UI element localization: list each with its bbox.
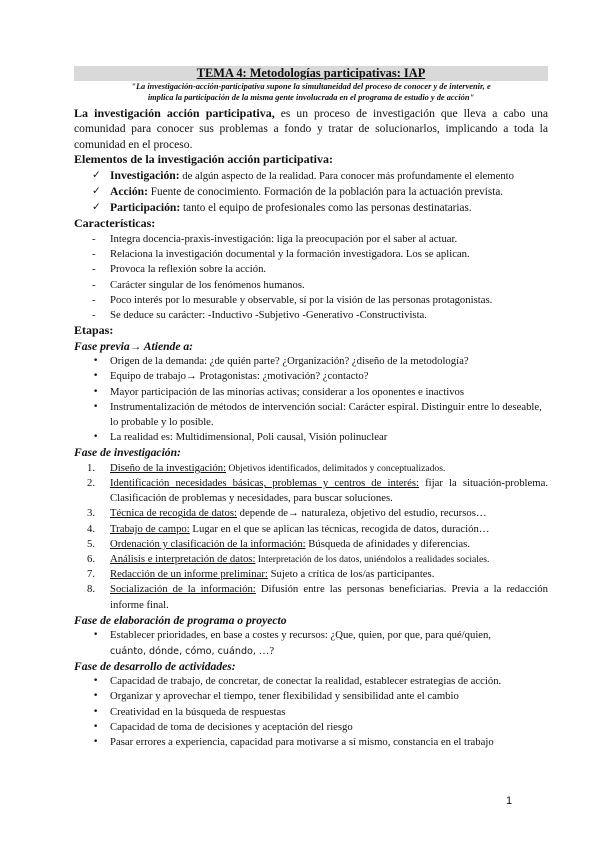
dash-marker: - bbox=[92, 263, 96, 276]
item-text: Equipo de trabajo→ Protagonistas: ¿motivación? ¿contacto? bbox=[110, 370, 369, 383]
list-item bbox=[74, 385, 548, 400]
item-text: Lugar en el que se aplican las técnicas, recogida de datos, duración… bbox=[189, 522, 490, 535]
item-text: Fuente de conocimiento. Formación de la población para la actuación prevista. bbox=[148, 186, 504, 199]
list-item bbox=[74, 567, 548, 582]
item-text-end: …? bbox=[255, 644, 275, 657]
item-term: Técnica de recogida de datos: bbox=[110, 507, 237, 520]
bullet-icon: • bbox=[93, 401, 99, 412]
item-number: 4. bbox=[87, 522, 96, 535]
item-term: Acción: bbox=[110, 185, 148, 199]
subheading-fase-investigacion: Fase de investigación: bbox=[74, 446, 181, 460]
elementos-list bbox=[74, 168, 548, 217]
list-item bbox=[74, 369, 548, 384]
bullet-icon: • bbox=[93, 630, 99, 641]
fase-elaboracion-list bbox=[74, 628, 548, 658]
item-term: Redacción de un informe preliminar: bbox=[110, 568, 268, 581]
bullet-icon: • bbox=[93, 721, 99, 732]
item-text: Se deduce su carácter: -Inductivo -Subjetivo -Generativo -Constructivista. bbox=[110, 309, 427, 322]
list-item bbox=[74, 400, 548, 430]
dash-marker: - bbox=[92, 248, 96, 261]
item-term: Diseño de la investigación: bbox=[110, 461, 227, 474]
bullet-icon: • bbox=[93, 706, 99, 717]
check-icon: ✓ bbox=[92, 201, 101, 214]
fase-previa-list bbox=[74, 354, 548, 445]
subheading-fase-desarrollo: Fase de desarrollo de actividades: bbox=[74, 659, 236, 673]
item-text: Organizar y aprovechar el tiempo, tener flexibilidad y sensibilidad ante el cambio bbox=[110, 690, 459, 703]
dash-marker: - bbox=[92, 309, 96, 322]
page-number: 1 bbox=[506, 795, 513, 807]
item-text: Carácter singular de los fenómenos humanos. bbox=[110, 278, 305, 291]
bullet-icon: • bbox=[93, 676, 99, 687]
item-text: Poco interés por lo mesurable y observable, sí por la visión de las personas protagonistas. bbox=[110, 293, 493, 306]
item-text: Provoca la reflexión sobre la acción. bbox=[110, 263, 267, 276]
item-term: Participación: bbox=[110, 201, 181, 215]
item-number: 8. bbox=[87, 583, 96, 596]
fase-desarrollo-list bbox=[74, 674, 548, 750]
item-number: 1. bbox=[87, 461, 96, 474]
item-text: Relaciona la investigación documental y la formación investigadora. Los se aplican. bbox=[110, 248, 470, 261]
item-term: Trabajo de campo: bbox=[110, 522, 190, 535]
list-item bbox=[74, 674, 548, 689]
check-icon: ✓ bbox=[92, 185, 101, 198]
item-text: Origen de la demanda: ¿de quién parte? ¿Organización? ¿diseño de la metodología? bbox=[110, 355, 469, 368]
bullet-icon: • bbox=[93, 356, 99, 367]
item-text: Búsqueda de afinidades y diferencias. bbox=[305, 537, 470, 550]
intro-text: es un proceso de investigación que lleva a cabo una comunidad para conocer sus problemas a fondo y tratar de solucionarlos, implicando a toda la comunidad en el proceso. bbox=[74, 107, 549, 151]
item-text: Establecer prioridades, en base a costes y recursos: ¿Que, quien, por que, para qué/quien, bbox=[110, 629, 492, 642]
caracteristicas-list bbox=[74, 232, 548, 323]
quote-line: implica la participación de la misma gente involucrada en el programa de estudio y de acción" bbox=[147, 93, 475, 102]
list-item bbox=[74, 430, 548, 445]
item-number: 2. bbox=[87, 477, 96, 490]
list-item bbox=[74, 200, 548, 216]
section-heading-caracteristicas: Características: bbox=[74, 216, 156, 231]
item-term: Socialización de la información: bbox=[110, 583, 256, 596]
section-heading-elementos: Elementos de la investigación acción participativa: bbox=[74, 152, 333, 167]
item-text: fijar la situación-problema. Clasificación de problemas y necesidades, para buscar soluciones. bbox=[110, 477, 548, 505]
document-page bbox=[74, 66, 548, 750]
dash-marker: - bbox=[92, 233, 96, 246]
bullet-icon: • bbox=[93, 386, 99, 397]
item-text: Interpretación de los datos, uniéndolos a realidades sociales. bbox=[255, 554, 490, 566]
item-text: Capacidad de toma de decisiones y aceptación del riesgo bbox=[110, 720, 353, 733]
item-term: Ordenación y clasificación de la información: bbox=[110, 537, 306, 550]
bullet-icon: • bbox=[93, 691, 99, 702]
bullet-icon: • bbox=[93, 432, 99, 443]
item-text: de algún aspecto de la realidad. Para conocer más profundamente el elemento bbox=[179, 169, 514, 182]
section-heading-etapas: Etapas: bbox=[74, 323, 114, 338]
item-text: Instrumentalización de métodos de intervención social: Carácter espiral. Distinguir entre lo deseable, lo probable y lo posible. bbox=[110, 400, 542, 429]
item-text: Integra docencia-praxis-investigación: liga la preocupación por el saber al actuar. bbox=[110, 233, 458, 246]
item-number: 3. bbox=[87, 507, 96, 520]
list-item bbox=[74, 293, 548, 308]
fase-investigacion-list bbox=[74, 461, 548, 613]
intro-lead: La investigación acción participativa, bbox=[74, 106, 275, 120]
item-term: Análisis e interpretación de datos: bbox=[110, 553, 256, 566]
list-item bbox=[74, 522, 548, 537]
epigraph-quote bbox=[74, 81, 548, 103]
subheading-fase-previa: Fase previa→ Atiende a: bbox=[74, 339, 194, 353]
document-title: TEMA 4: Metodologías participativas: IAP bbox=[74, 66, 548, 81]
item-text: Mayor participación de las minorías activas; considerar a los oponentes e inactivos bbox=[110, 385, 465, 398]
item-number: 6. bbox=[87, 553, 96, 566]
item-text: tanto el equipo de profesionales como las personas destinatarias. bbox=[180, 202, 472, 215]
list-item bbox=[74, 308, 548, 323]
item-text: La realidad es: Multidimensional, Poli causal, Visión polinuclear bbox=[110, 431, 388, 444]
list-item bbox=[74, 735, 548, 750]
bullet-icon: • bbox=[93, 736, 99, 747]
list-item bbox=[74, 184, 548, 200]
item-text: Creatividad en la búsqueda de respuestas bbox=[110, 705, 286, 718]
list-item bbox=[74, 506, 548, 521]
list-item bbox=[74, 552, 548, 567]
item-number: 5. bbox=[87, 537, 96, 550]
list-item bbox=[74, 689, 548, 704]
item-text-continuation: cuánto, dónde, cómo, cuándo, bbox=[110, 645, 256, 657]
list-item bbox=[74, 628, 548, 658]
check-icon: ✓ bbox=[92, 168, 101, 181]
intro-paragraph bbox=[74, 106, 548, 152]
list-item bbox=[74, 278, 548, 293]
list-item bbox=[74, 262, 548, 277]
bullet-icon: • bbox=[93, 371, 99, 382]
item-text: Sujeto a crítica de los/as participantes. bbox=[267, 568, 435, 581]
item-term: Identificación necesidades básicas, problemas y centros de interés: bbox=[110, 477, 419, 490]
dash-marker: - bbox=[92, 278, 96, 291]
list-item bbox=[74, 537, 548, 552]
item-term: Investigación: bbox=[110, 168, 180, 182]
list-item bbox=[74, 705, 548, 720]
list-item bbox=[74, 232, 548, 247]
list-item bbox=[74, 582, 548, 612]
list-item bbox=[74, 168, 548, 184]
list-item bbox=[74, 461, 548, 476]
item-text: Difusión entre las personas beneficiarias. Previa a la redacción informe final. bbox=[110, 583, 548, 611]
item-number: 7. bbox=[87, 568, 96, 581]
list-item bbox=[74, 720, 548, 735]
item-text: Objetivos identificados, delimitados y conceptualizados. bbox=[226, 462, 446, 474]
quote-line: "La investigación-acción-participativa supone la simultaneidad del proceso de conocer y de intervenir, e bbox=[131, 82, 491, 91]
list-item bbox=[74, 247, 548, 262]
item-text: depende de→ naturaleza, objetivo del estudio, recursos… bbox=[237, 507, 487, 520]
item-text: Pasar errores a experiencia, capacidad para motivarse a sí mismo, constancia en el trabajo bbox=[110, 735, 494, 748]
dash-marker: - bbox=[92, 293, 96, 306]
list-item bbox=[74, 476, 548, 506]
item-text: Capacidad de trabajo, de concretar, de conectar la realidad, establecer estrategias de acción. bbox=[110, 675, 502, 688]
list-item bbox=[74, 354, 548, 369]
subheading-fase-elaboracion: Fase de elaboración de programa o proyecto bbox=[74, 613, 287, 627]
